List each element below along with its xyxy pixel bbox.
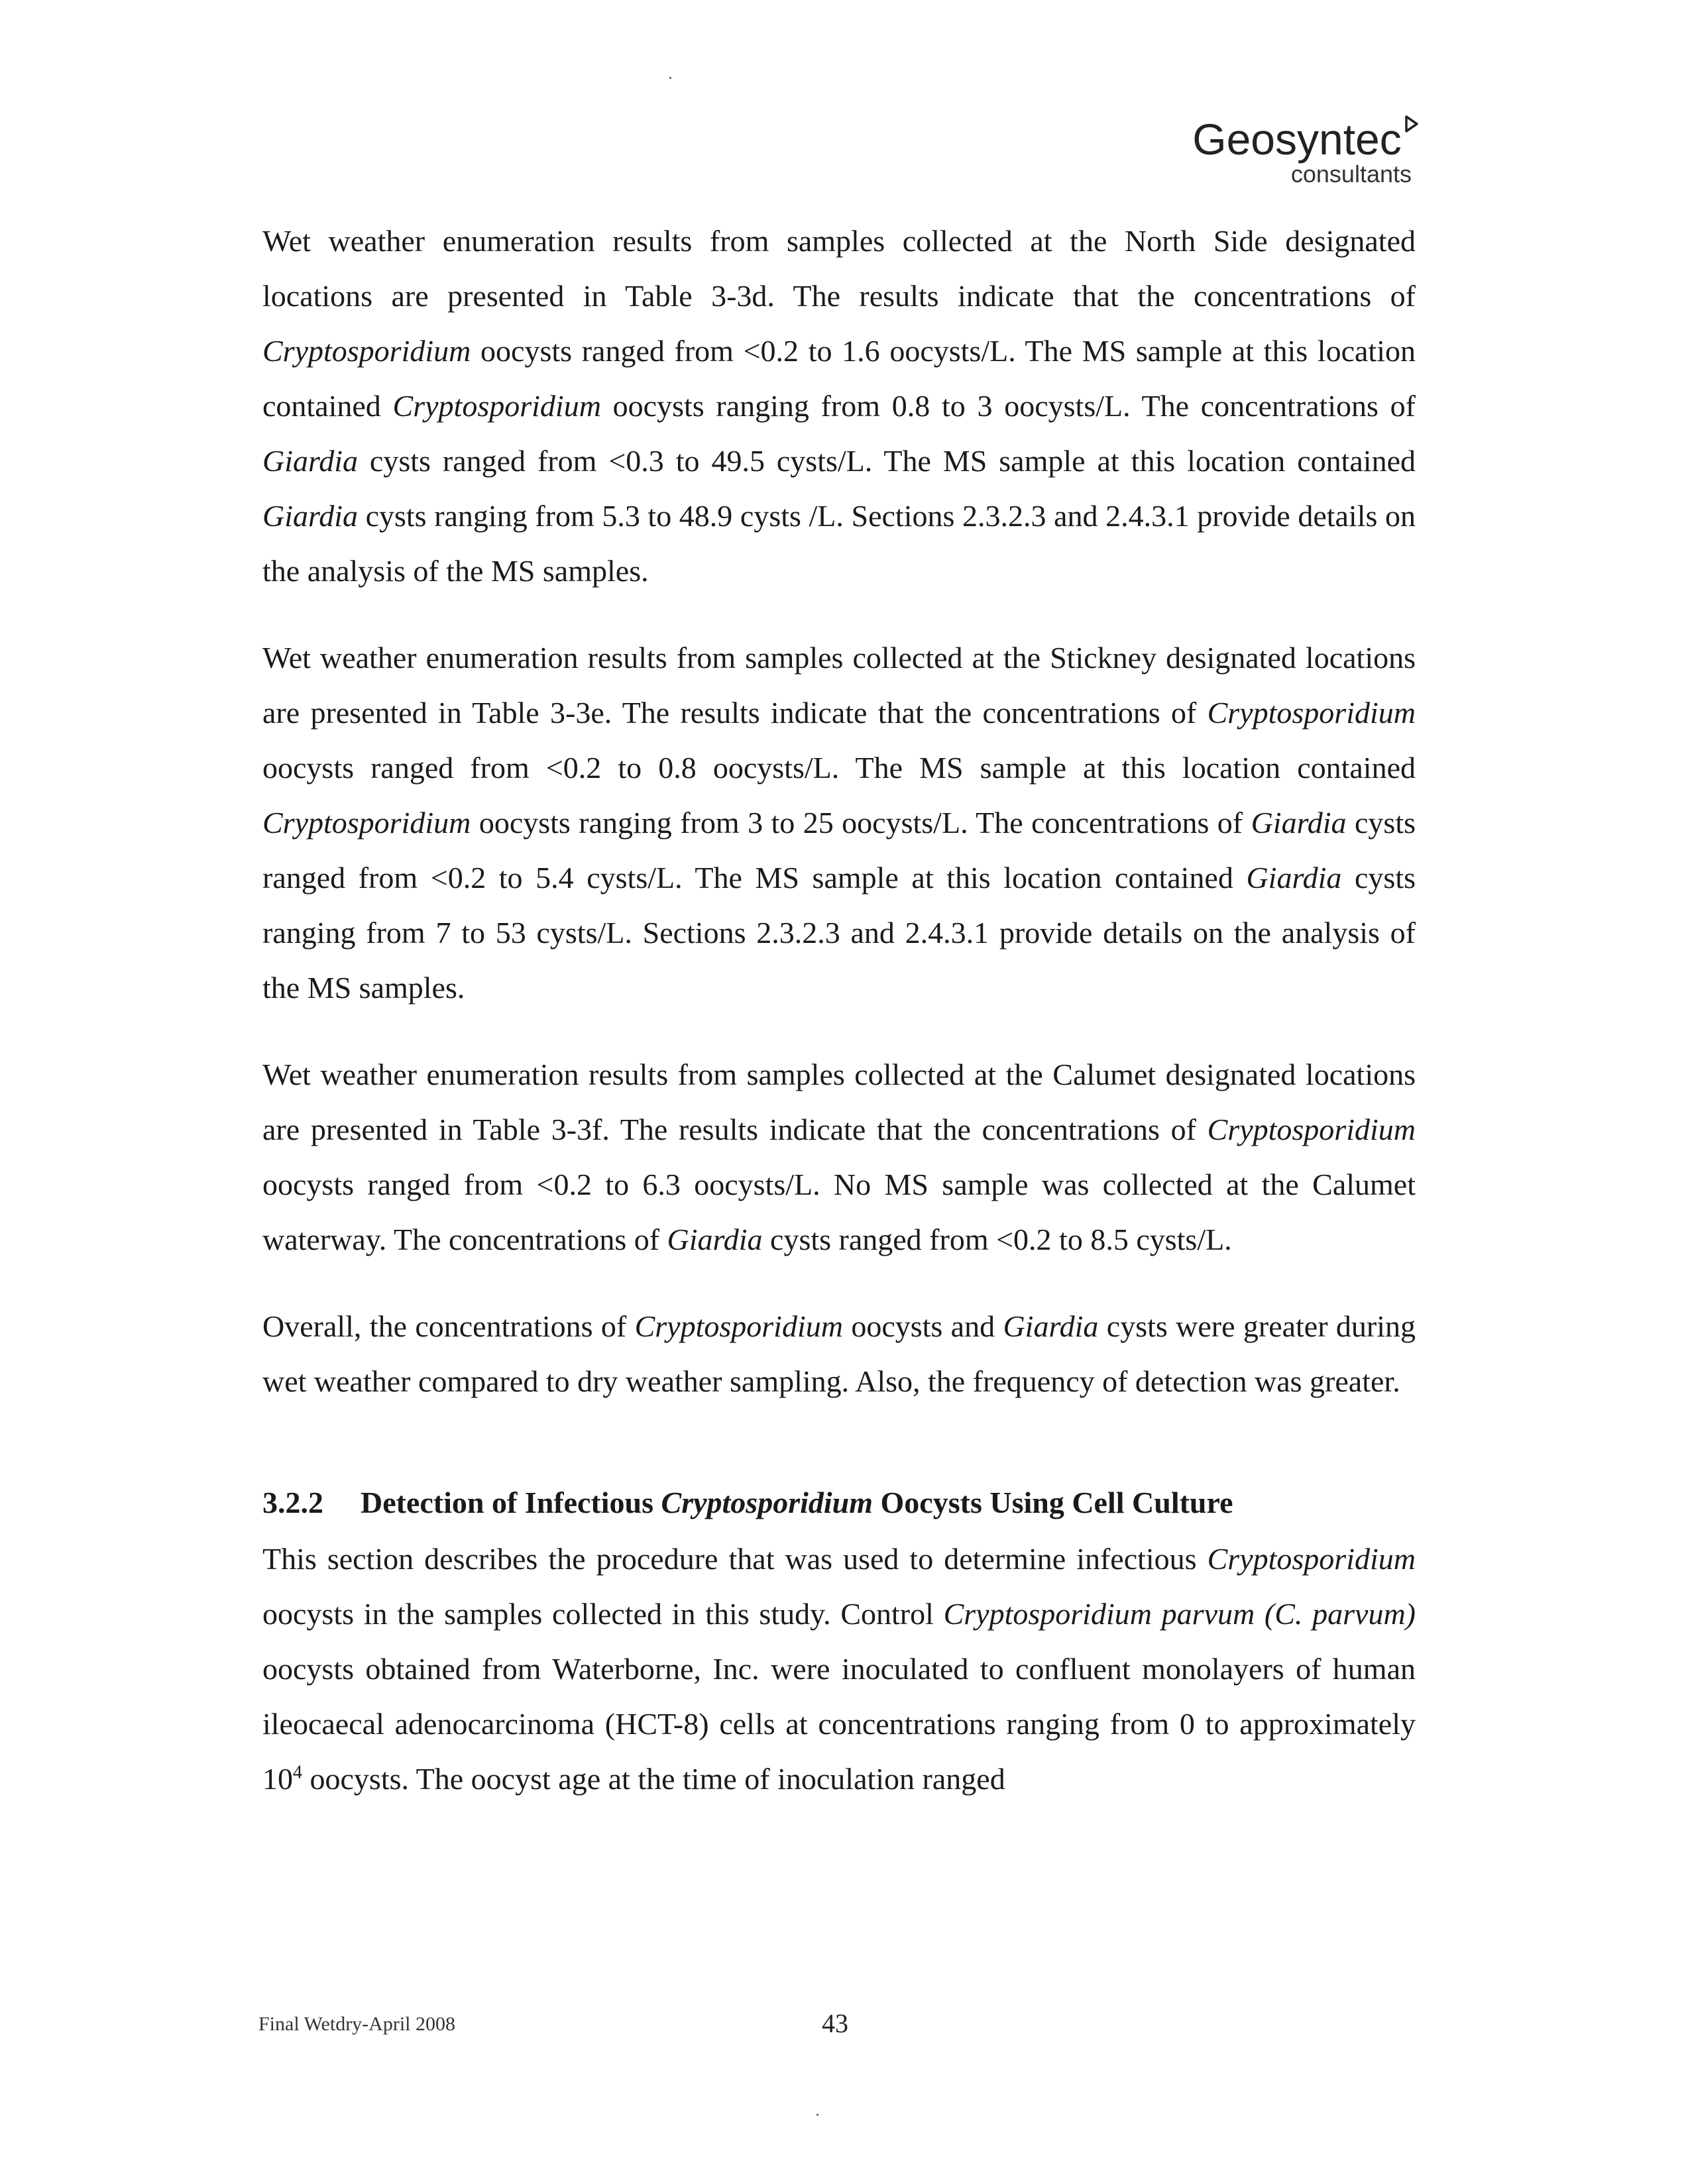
paragraph-calumet	[262, 1047, 1416, 1267]
company-name: Geosyntec	[1192, 115, 1402, 164]
italic-term: Cryptosporidium parvum (C. parvum)	[943, 1597, 1416, 1631]
italic-term: Cryptosporidium	[1207, 1113, 1416, 1146]
italic-term: Giardia	[1003, 1309, 1099, 1343]
text-run: This section describes the procedure that was used to determine infectious	[262, 1542, 1208, 1576]
text-run: Wet weather enumeration results from samples collected at the North Side designated locations are presented in Table 3-3d. The results indicate that the concentrations of	[262, 224, 1416, 313]
text-run: oocysts in the samples collected in this study. Control	[262, 1597, 944, 1631]
italic-term: Giardia	[262, 499, 358, 533]
paragraph-stickney	[262, 630, 1416, 1015]
heading-text: Detection of Infectious	[361, 1486, 661, 1519]
text-run: oocysts ranged from <0.2 to 6.3 oocysts/L. No MS sample was collected at the Calumet waterway. The concentrations of	[262, 1168, 1416, 1256]
italic-term: Cryptosporidium	[1207, 1542, 1416, 1576]
scan-speck	[816, 2114, 818, 2116]
heading-text: Oocysts Using Cell Culture	[873, 1486, 1233, 1519]
italic-term: Cryptosporidium	[262, 334, 471, 368]
text-run: oocysts and	[842, 1309, 1003, 1343]
italic-term: Giardia	[667, 1223, 763, 1256]
text-run: cysts were greater during wet weather compared to dry weather sampling. Also, the frequency of detection was greater.	[262, 1309, 1416, 1398]
text-run: oocysts. The oocyst age at the time of inoculation ranged	[302, 1762, 1005, 1796]
document-body	[262, 213, 1416, 1838]
text-run: oocysts ranging from 0.8 to 3 oocysts/L. The concentrations of	[600, 389, 1416, 423]
text-run: oocysts ranged from <0.2 to 0.8 oocysts/L. The MS sample at this location contained	[262, 751, 1416, 785]
paragraph-north-side	[262, 213, 1416, 598]
section-number: 3.2.2	[262, 1486, 323, 1519]
company-logo	[1180, 114, 1432, 188]
text-run: oocysts ranging from 3 to 25 oocysts/L. The concentrations of	[471, 806, 1251, 840]
text-run: Wet weather enumeration results from samples collected at the Calumet designated locations are presented in Table 3-3f. The results indicate that the concentrations of	[262, 1058, 1416, 1146]
text-run: cysts ranged from <0.3 to 49.5 cysts/L. The MS sample at this location contained	[357, 444, 1416, 478]
text-run: cysts ranged from <0.2 to 5.4 cysts/L. The MS sample at this location contained	[262, 806, 1416, 895]
text-run: cysts ranged from <0.2 to 8.5 cysts/L.	[762, 1223, 1232, 1256]
text-run: Overall, the concentrations of	[262, 1309, 635, 1343]
italic-term: Cryptosporidium	[262, 806, 471, 840]
triangle-mark-icon	[1404, 115, 1419, 133]
paragraph-cell-culture	[262, 1531, 1416, 1806]
paragraph-overall	[262, 1299, 1416, 1409]
italic-term: Cryptosporidium	[634, 1309, 843, 1343]
section-heading	[262, 1475, 1416, 1530]
italic-term: Giardia	[1251, 806, 1347, 840]
italic-term: Giardia	[1246, 861, 1342, 895]
italic-term: Giardia	[262, 444, 358, 478]
text-run: cysts ranging from 7 to 53 cysts/L. Sections 2.3.2.3 and 2.4.3.1 provide details on the analysis of the MS samples.	[262, 861, 1416, 1005]
italic-term: Cryptosporidium	[392, 389, 601, 423]
italic-term: Cryptosporidium	[661, 1486, 873, 1519]
text-run: Wet weather enumeration results from samples collected at the Stickney designated locations are presented in Table 3-3e. The results indicate that the concentrations of	[262, 641, 1416, 730]
text-run: oocysts obtained from Waterborne, Inc. were inoculated to confluent monolayers of human ileocaecal adenocarcinoma (HCT-8) cells at concentrations ranging from 0 to approximately 10	[262, 1652, 1416, 1796]
italic-term: Cryptosporidium	[1207, 696, 1416, 730]
page-number: 43	[822, 2008, 848, 2038]
footer-document-label: Final Wetdry-April 2008	[258, 2013, 455, 2035]
text-run: cysts ranging from 5.3 to 48.9 cysts /L. Sections 2.3.2.3 and 2.4.3.1 provide details on the analysis of the MS samples.	[262, 499, 1416, 588]
superscript: 4	[293, 1762, 302, 1783]
text-run: oocysts ranged from <0.2 to 1.6 oocysts/L. The MS sample at this location contained	[262, 334, 1416, 423]
company-tagline: consultants	[1290, 160, 1412, 188]
scan-speck	[669, 77, 671, 79]
